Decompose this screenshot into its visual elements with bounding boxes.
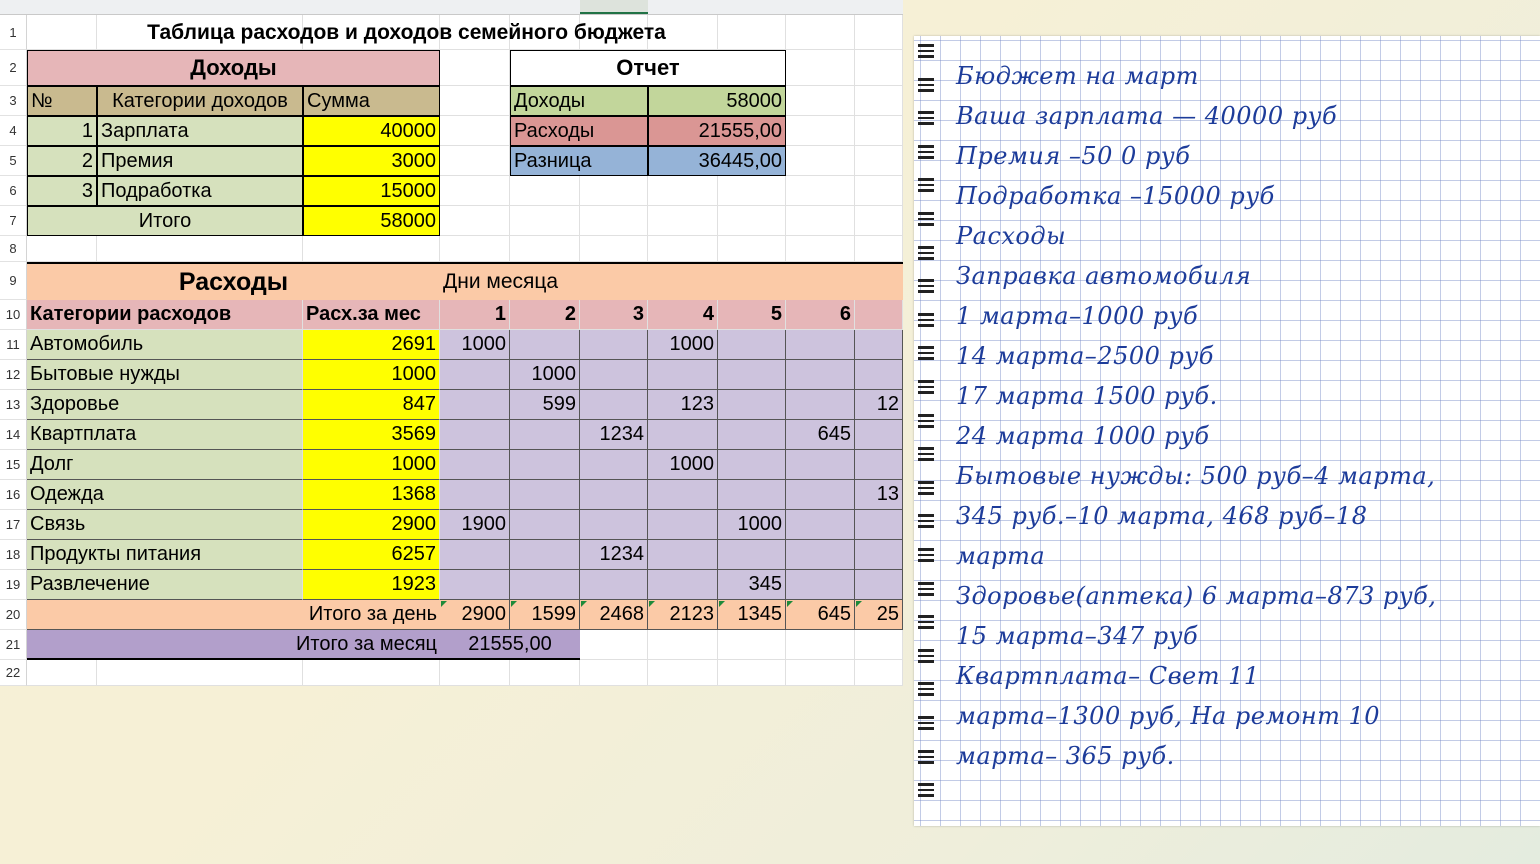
- expense-day-cell[interactable]: [786, 330, 855, 360]
- handwritten-line: Расходы: [956, 222, 1067, 250]
- day-header-cell[interactable]: 5: [718, 300, 786, 330]
- expense-day-cell[interactable]: [786, 450, 855, 480]
- handwritten-line: Бюджет на март: [956, 62, 1199, 90]
- income-sum-cell[interactable]: 3000: [303, 146, 440, 176]
- row-header[interactable]: 14: [0, 420, 27, 450]
- sheet-title[interactable]: Таблица расходов и доходов семейного бюджета: [147, 20, 666, 44]
- expense-day-cell[interactable]: [440, 420, 510, 450]
- empty-cell[interactable]: [855, 15, 903, 50]
- daily-total-cell[interactable]: 2468: [580, 600, 648, 630]
- expense-day-cell[interactable]: [718, 360, 786, 390]
- spiral-ring: [918, 716, 934, 730]
- empty-cell[interactable]: [580, 630, 648, 660]
- handwritten-line: Квартплата– Свет 11: [956, 662, 1260, 690]
- expense-monthly-cell[interactable]: 2900: [303, 510, 440, 540]
- expense-category-cell[interactable]: Здоровье: [27, 390, 303, 420]
- expense-day-cell[interactable]: [786, 390, 855, 420]
- expense-day-cell[interactable]: 1000: [440, 330, 510, 360]
- empty-cell[interactable]: [718, 176, 786, 206]
- row-header[interactable]: 9: [0, 262, 27, 300]
- spiral-ring: [918, 682, 934, 696]
- expense-day-cell[interactable]: [510, 540, 580, 570]
- empty-cell[interactable]: [648, 206, 718, 236]
- spiral-ring: [918, 178, 934, 192]
- expense-monthly-cell[interactable]: 6257: [303, 540, 440, 570]
- expense-category-cell[interactable]: Продукты питания: [27, 540, 303, 570]
- empty-cell[interactable]: [648, 236, 718, 262]
- empty-cell[interactable]: [786, 146, 855, 176]
- expense-day-cell[interactable]: 345: [718, 570, 786, 600]
- report-heading[interactable]: Отчет: [510, 50, 786, 86]
- row-header[interactable]: 17: [0, 510, 27, 540]
- spiral-ring: [918, 279, 934, 293]
- day-header-cell[interactable]: 6: [786, 300, 855, 330]
- expense-day-cell[interactable]: [855, 450, 903, 480]
- spiral-ring: [918, 447, 934, 461]
- row-header[interactable]: 11: [0, 330, 27, 360]
- row-header[interactable]: 13: [0, 390, 27, 420]
- column-header-bar[interactable]: [0, 0, 903, 15]
- handwritten-line: марта: [956, 542, 1046, 570]
- daily-total-cell[interactable]: 2900: [440, 600, 510, 630]
- expense-day-cell[interactable]: 645: [786, 420, 855, 450]
- expense-day-cell[interactable]: [648, 420, 718, 450]
- expense-monthly-cell[interactable]: 3569: [303, 420, 440, 450]
- empty-cell[interactable]: [580, 206, 648, 236]
- spiral-ring: [918, 246, 934, 260]
- empty-cell[interactable]: [786, 206, 855, 236]
- daily-total-cell[interactable]: 1599: [510, 600, 580, 630]
- income-category-cell[interactable]: Подработка: [97, 176, 303, 206]
- handwritten-line: 345 руб.–10 марта, 468 руб–18: [956, 502, 1368, 530]
- handwritten-line: 14 марта–2500 руб: [956, 342, 1214, 370]
- row-header[interactable]: 18: [0, 540, 27, 570]
- income-no-cell[interactable]: 3: [27, 176, 97, 206]
- spiral-ring: [918, 346, 934, 360]
- empty-cell[interactable]: [580, 236, 648, 262]
- empty-cell[interactable]: [718, 206, 786, 236]
- handwritten-line: Заправка автомобиля: [956, 262, 1252, 290]
- expense-day-cell[interactable]: [648, 360, 718, 390]
- handwritten-notebook-page: [914, 36, 1540, 826]
- empty-cell[interactable]: [440, 660, 510, 686]
- expense-day-cell[interactable]: [510, 330, 580, 360]
- handwritten-line: Здоровье(аптека) 6 марта–873 руб,: [956, 582, 1437, 610]
- empty-cell[interactable]: [855, 116, 903, 146]
- expense-day-cell[interactable]: [648, 570, 718, 600]
- spiral-ring: [918, 615, 934, 629]
- empty-cell[interactable]: [440, 146, 510, 176]
- row-header[interactable]: 6: [0, 176, 27, 206]
- empty-cell[interactable]: [440, 236, 510, 262]
- income-category-cell[interactable]: Зарплата: [97, 116, 303, 146]
- empty-cell[interactable]: [718, 660, 786, 686]
- report-value-cell[interactable]: 21555,00: [648, 116, 786, 146]
- empty-cell[interactable]: [440, 50, 510, 86]
- handwritten-line: Подработка –15000 руб: [956, 182, 1275, 210]
- empty-cell[interactable]: [303, 660, 440, 686]
- daily-total-cell[interactable]: 2123: [648, 600, 718, 630]
- daily-total-label[interactable]: Итого за день: [27, 600, 440, 630]
- expense-day-cell[interactable]: [786, 510, 855, 540]
- expense-category-cell[interactable]: Связь: [27, 510, 303, 540]
- expense-day-cell[interactable]: [510, 450, 580, 480]
- spiral-ring: [918, 145, 934, 159]
- spiral-ring: [918, 380, 934, 394]
- day-header-cell[interactable]: 3: [580, 300, 648, 330]
- empty-cell[interactable]: [27, 660, 97, 686]
- expense-day-cell[interactable]: [580, 510, 648, 540]
- income-header-cell[interactable]: №: [27, 86, 97, 116]
- expense-day-cell[interactable]: [855, 420, 903, 450]
- empty-cell[interactable]: [580, 660, 648, 686]
- handwritten-line: марта–1300 руб, На ремонт 10: [956, 702, 1381, 730]
- expense-day-cell[interactable]: [786, 480, 855, 510]
- expense-day-cell[interactable]: [648, 480, 718, 510]
- spiral-ring: [918, 111, 934, 125]
- expense-category-cell[interactable]: Развлечение: [27, 570, 303, 600]
- income-category-cell[interactable]: Премия: [97, 146, 303, 176]
- income-no-cell[interactable]: 2: [27, 146, 97, 176]
- row-header[interactable]: 16: [0, 480, 27, 510]
- expense-day-cell[interactable]: 1000: [648, 450, 718, 480]
- handwritten-line: 15 марта–347 руб: [956, 622, 1199, 650]
- report-label-cell[interactable]: Расходы: [510, 116, 648, 146]
- expense-day-cell[interactable]: 1900: [440, 510, 510, 540]
- expense-day-cell[interactable]: 1000: [718, 510, 786, 540]
- expense-day-cell[interactable]: [440, 390, 510, 420]
- expense-day-cell[interactable]: [648, 540, 718, 570]
- expense-day-cell[interactable]: [440, 360, 510, 390]
- expense-day-cell[interactable]: 13: [855, 480, 903, 510]
- row-header[interactable]: 5: [0, 146, 27, 176]
- expense-monthly-cell[interactable]: 1923: [303, 570, 440, 600]
- expense-day-cell[interactable]: [580, 450, 648, 480]
- expenses-heading[interactable]: Расходы: [27, 262, 440, 300]
- day-header-cell[interactable]: 4: [648, 300, 718, 330]
- expense-category-header[interactable]: Категории расходов: [27, 300, 303, 330]
- expense-day-cell[interactable]: [510, 480, 580, 510]
- empty-cell[interactable]: [440, 206, 510, 236]
- expense-day-cell[interactable]: [718, 390, 786, 420]
- expense-day-cell[interactable]: [580, 480, 648, 510]
- empty-cell[interactable]: [440, 86, 510, 116]
- empty-cell[interactable]: [855, 50, 903, 86]
- empty-cell[interactable]: [786, 630, 855, 660]
- empty-cell[interactable]: [786, 236, 855, 262]
- empty-cell[interactable]: [855, 236, 903, 262]
- expense-category-cell[interactable]: Квартплата: [27, 420, 303, 450]
- row-header[interactable]: 22: [0, 660, 27, 686]
- empty-cell[interactable]: [786, 86, 855, 116]
- expense-day-cell[interactable]: [510, 510, 580, 540]
- spiral-ring: [918, 750, 934, 764]
- day-header-cell[interactable]: [855, 300, 903, 330]
- expense-day-cell[interactable]: 1234: [580, 420, 648, 450]
- empty-cell[interactable]: [855, 86, 903, 116]
- report-value-cell[interactable]: 36445,00: [648, 146, 786, 176]
- expense-day-cell[interactable]: 1000: [648, 330, 718, 360]
- row-header[interactable]: 8: [0, 236, 27, 262]
- empty-cell[interactable]: [855, 630, 903, 660]
- income-header-cell[interactable]: Категории доходов: [97, 86, 303, 116]
- expense-day-cell[interactable]: [580, 330, 648, 360]
- spiral-ring: [918, 78, 934, 92]
- expense-day-cell[interactable]: [718, 540, 786, 570]
- expense-day-cell[interactable]: [580, 570, 648, 600]
- expense-category-cell[interactable]: Автомобиль: [27, 330, 303, 360]
- selected-column-header[interactable]: [580, 0, 648, 14]
- spiral-ring: [918, 414, 934, 428]
- expense-day-cell[interactable]: [440, 570, 510, 600]
- handwritten-line: 1 марта–1000 руб: [956, 302, 1199, 330]
- expense-day-cell[interactable]: [855, 360, 903, 390]
- row-header[interactable]: 4: [0, 116, 27, 146]
- empty-cell[interactable]: [510, 660, 580, 686]
- row-header[interactable]: 1: [0, 15, 27, 50]
- expense-day-cell[interactable]: [510, 570, 580, 600]
- empty-cell[interactable]: [786, 176, 855, 206]
- daily-total-cell[interactable]: 1345: [718, 600, 786, 630]
- expense-day-cell[interactable]: 1000: [510, 360, 580, 390]
- empty-cell[interactable]: [718, 630, 786, 660]
- expense-day-cell[interactable]: [718, 480, 786, 510]
- empty-cell[interactable]: [786, 50, 855, 86]
- expense-day-cell[interactable]: [786, 540, 855, 570]
- empty-cell[interactable]: [855, 660, 903, 686]
- row-header[interactable]: 20: [0, 600, 27, 630]
- expense-monthly-header[interactable]: Расх.за мес: [303, 300, 440, 330]
- day-header-cell[interactable]: 2: [510, 300, 580, 330]
- empty-cell[interactable]: [648, 176, 718, 206]
- empty-cell[interactable]: [440, 176, 510, 206]
- report-value-cell[interactable]: 58000: [648, 86, 786, 116]
- spiral-ring: [918, 514, 934, 528]
- expense-day-cell[interactable]: [648, 510, 718, 540]
- row-header[interactable]: 15: [0, 450, 27, 480]
- empty-cell[interactable]: [855, 176, 903, 206]
- income-header-cell[interactable]: Сумма: [303, 86, 440, 116]
- handwritten-line: Премия –50 0 руб: [956, 142, 1191, 170]
- spiral-ring: [918, 649, 934, 663]
- income-sum-cell[interactable]: 15000: [303, 176, 440, 206]
- expense-day-cell[interactable]: [580, 390, 648, 420]
- expense-day-cell[interactable]: [855, 510, 903, 540]
- expense-day-cell[interactable]: [855, 540, 903, 570]
- income-total-value[interactable]: 58000: [303, 206, 440, 236]
- expense-day-cell[interactable]: 12: [855, 390, 903, 420]
- expense-day-cell[interactable]: [580, 360, 648, 390]
- expense-category-cell[interactable]: Одежда: [27, 480, 303, 510]
- handwritten-line: 24 марта 1000 руб: [956, 422, 1210, 450]
- daily-total-cell[interactable]: 25: [855, 600, 903, 630]
- spiral-ring: [918, 481, 934, 495]
- expense-monthly-cell[interactable]: 1368: [303, 480, 440, 510]
- empty-cell[interactable]: [855, 206, 903, 236]
- row-header[interactable]: 7: [0, 206, 27, 236]
- income-total-label[interactable]: Итого: [27, 206, 303, 236]
- expense-day-cell[interactable]: 599: [510, 390, 580, 420]
- expense-category-cell[interactable]: Долг: [27, 450, 303, 480]
- income-heading[interactable]: Доходы: [27, 50, 440, 86]
- empty-cell[interactable]: [97, 660, 303, 686]
- handwritten-line: марта– 365 руб.: [956, 742, 1175, 770]
- expense-monthly-cell[interactable]: 1000: [303, 450, 440, 480]
- empty-cell[interactable]: [510, 236, 580, 262]
- expense-day-cell[interactable]: [786, 360, 855, 390]
- day-header-cell[interactable]: 1: [440, 300, 510, 330]
- expense-monthly-cell[interactable]: 1000: [303, 360, 440, 390]
- expense-day-cell[interactable]: [718, 330, 786, 360]
- expense-day-cell[interactable]: [786, 570, 855, 600]
- expense-day-cell[interactable]: 123: [648, 390, 718, 420]
- spiral-ring: [918, 582, 934, 596]
- income-no-cell[interactable]: 1: [27, 116, 97, 146]
- empty-cell[interactable]: [580, 176, 648, 206]
- spiral-ring: [918, 548, 934, 562]
- monthly-total-value[interactable]: 21555,00: [440, 630, 580, 660]
- empty-cell[interactable]: [855, 146, 903, 176]
- expense-category-cell[interactable]: Бытовые нужды: [27, 360, 303, 390]
- row-header[interactable]: 2: [0, 50, 27, 86]
- expense-day-cell[interactable]: [440, 480, 510, 510]
- empty-cell[interactable]: [510, 176, 580, 206]
- row-header[interactable]: 19: [0, 570, 27, 600]
- days-heading[interactable]: Дни месяца: [440, 262, 903, 300]
- report-label-cell[interactable]: Доходы: [510, 86, 648, 116]
- spiral-ring: [918, 783, 934, 797]
- monthly-total-label[interactable]: Итого за месяц: [27, 630, 440, 660]
- empty-cell[interactable]: [648, 630, 718, 660]
- empty-cell[interactable]: [786, 116, 855, 146]
- handwritten-line: Ваша зарплата — 40000 руб: [956, 102, 1338, 130]
- expense-day-cell[interactable]: [718, 450, 786, 480]
- handwritten-line: Бытовые нужды: 500 руб–4 марта,: [956, 462, 1436, 490]
- empty-cell[interactable]: [440, 116, 510, 146]
- empty-cell[interactable]: [27, 236, 97, 262]
- row-header[interactable]: 21: [0, 630, 27, 660]
- empty-cell[interactable]: [786, 660, 855, 686]
- expense-day-cell[interactable]: [718, 420, 786, 450]
- expense-day-cell[interactable]: [855, 570, 903, 600]
- row-header[interactable]: 3: [0, 86, 27, 116]
- empty-cell[interactable]: [718, 236, 786, 262]
- expense-day-cell[interactable]: 1234: [580, 540, 648, 570]
- handwritten-line: 17 марта 1500 руб.: [956, 382, 1218, 410]
- expense-day-cell[interactable]: [510, 420, 580, 450]
- spiral-ring: [918, 313, 934, 327]
- empty-cell[interactable]: [510, 206, 580, 236]
- expense-monthly-cell[interactable]: 2691: [303, 330, 440, 360]
- expense-monthly-cell[interactable]: 847: [303, 390, 440, 420]
- income-sum-cell[interactable]: 40000: [303, 116, 440, 146]
- empty-cell[interactable]: [648, 660, 718, 686]
- row-header[interactable]: 10: [0, 300, 27, 330]
- expense-day-cell[interactable]: [855, 330, 903, 360]
- expense-day-cell[interactable]: [440, 540, 510, 570]
- spiral-ring: [918, 212, 934, 226]
- daily-total-cell[interactable]: 645: [786, 600, 855, 630]
- spreadsheet: [0, 0, 903, 686]
- report-label-cell[interactable]: Разница: [510, 146, 648, 176]
- row-header[interactable]: 12: [0, 360, 27, 390]
- empty-cell[interactable]: [786, 15, 855, 50]
- expense-day-cell[interactable]: [440, 450, 510, 480]
- spiral-ring: [918, 44, 934, 58]
- empty-cell[interactable]: [303, 236, 440, 262]
- empty-cell[interactable]: [97, 236, 303, 262]
